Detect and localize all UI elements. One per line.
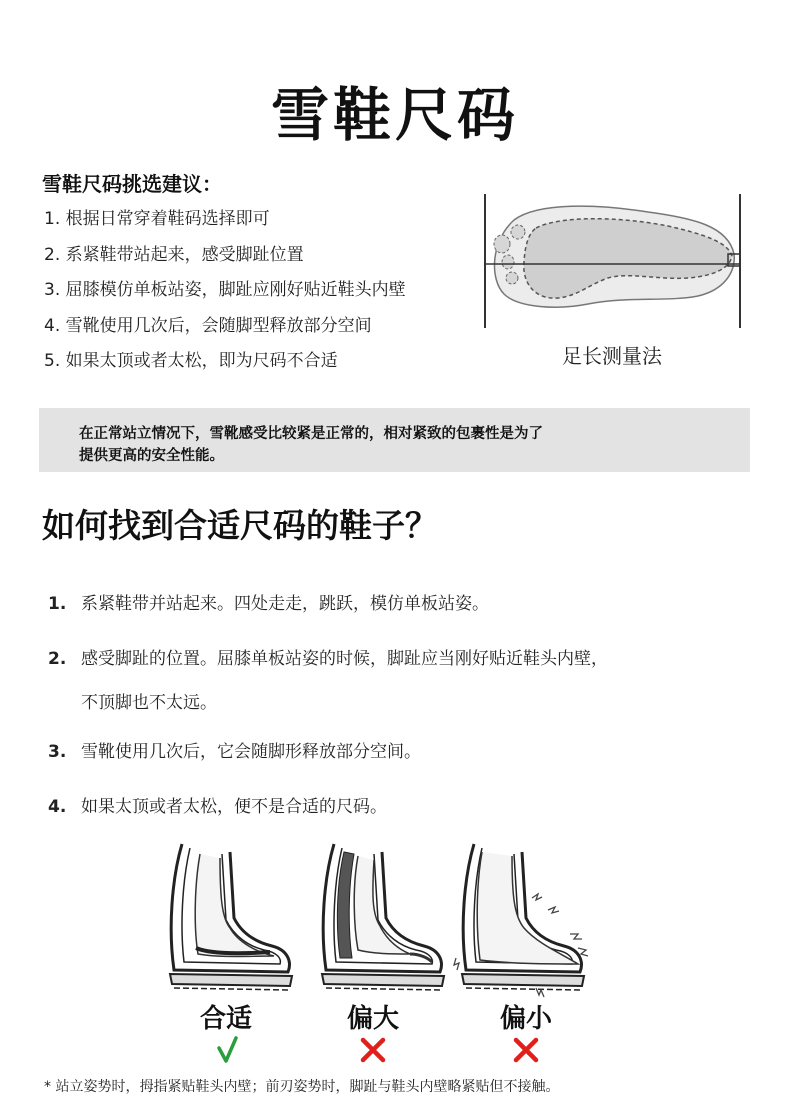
howto-heading: 如何找到合适尺码的鞋子？ [42, 506, 438, 545]
check-icon [207, 1034, 247, 1066]
page-title: 雪鞋尺码 [270, 81, 519, 149]
footnote: * 站立姿势时，拇指紧贴鞋头内壁；前刃姿势时，脚趾与鞋头内壁略紧贴但不接触。 [44, 1079, 560, 1095]
tips-list [44, 207, 406, 385]
cross-icon [506, 1034, 546, 1066]
fit-label-big: 偏大 [346, 1004, 399, 1034]
tip-item: 2. 系紧鞋带站起来，感受脚趾位置 [44, 244, 304, 265]
tip-item: 1. 根据日常穿着鞋码选择即可 [44, 209, 270, 229]
boot-fit-good-illustration [160, 838, 300, 1000]
cross-icon [353, 1034, 393, 1066]
notice-line: 在正常站立情况下，雪靴感受比较紧是正常的，相对紧致的包裹性是为了 [79, 426, 543, 442]
step-text: 如果太顶或者太松，便不是合适的尺码。 [81, 797, 387, 817]
step-text: 系紧鞋带并站起来。四处走走，跳跃，模仿单板站姿。 [81, 594, 489, 614]
step-text: 感受脚趾的位置。屈膝单板站姿的时候，脚趾应当刚好贴近鞋头内壁， [81, 649, 608, 669]
notice-box [39, 408, 750, 472]
step-text-continued: 不顶脚也不太远。 [81, 693, 217, 713]
step-number: 2. [48, 649, 67, 669]
tip-item: 4. 雪靴使用几次后，会随脚型释放部分空间 [44, 315, 372, 336]
step-number: 3. [48, 742, 67, 762]
step-number: 1. [48, 594, 67, 614]
tip-item: 3. 屈膝模仿单板站姿，脚趾应刚好贴近鞋头内壁 [44, 280, 406, 300]
step-item [48, 637, 768, 725]
fit-label-small: 偏小 [499, 1004, 552, 1034]
tip-item: 5. 如果太顶或者太松，即为尺码不合适 [44, 351, 338, 371]
step-item [48, 582, 768, 626]
fit-label-good: 合适 [199, 1004, 252, 1034]
boot-fit-small-illustration [452, 838, 592, 1000]
step-item [48, 785, 768, 829]
notice-line: 提供更高的安全性能。 [79, 448, 224, 464]
step-text: 雪靴使用几次后，它会随脚形释放部分空间。 [81, 742, 421, 762]
foot-measurement-diagram [478, 192, 746, 332]
step-item [48, 730, 768, 774]
step-number: 4. [48, 797, 67, 817]
diagram-caption: 足长测量法 [562, 344, 662, 368]
boot-fit-big-illustration [312, 838, 452, 1000]
tips-heading: 雪鞋尺码挑选建议： [42, 172, 222, 196]
